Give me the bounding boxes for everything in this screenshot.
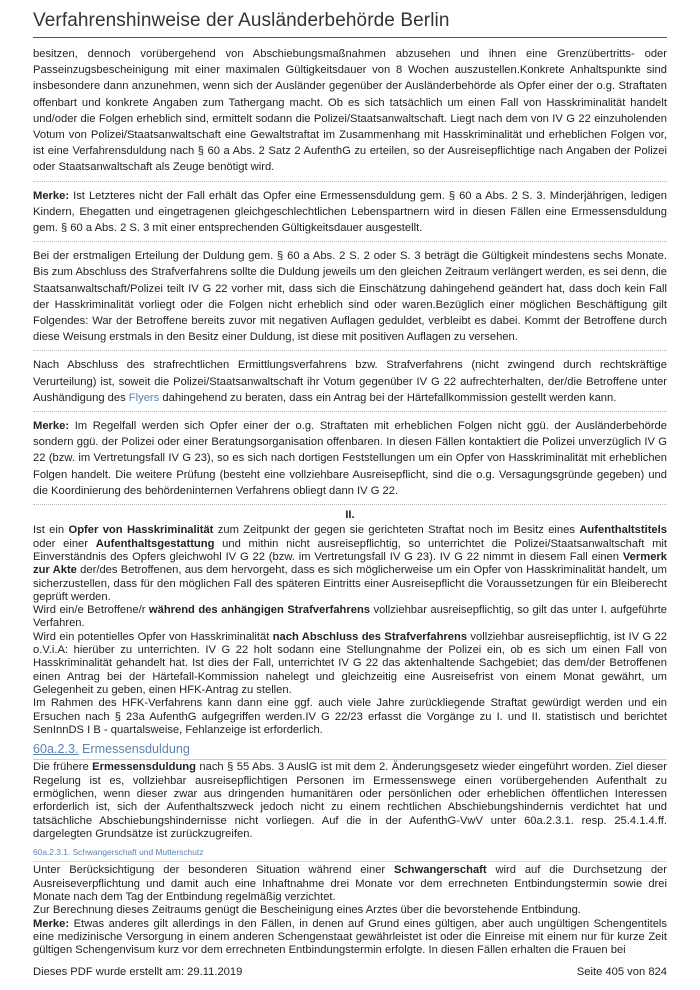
page-header: [33, 10, 667, 38]
paragraph-block: [33, 248, 667, 351]
paragraph-block: [33, 188, 667, 243]
paragraph: [33, 864, 667, 904]
paragraph: [33, 357, 667, 406]
bold-term: Ermessensduldung: [92, 761, 196, 774]
paragraph-text: Wird ein potentielles Opfer von Hasskriminalität: [33, 630, 273, 643]
page-title: Verfahrenshinweise der Ausländerbehörde Berlin: [33, 10, 450, 31]
paragraph-text: dahingehend zu beraten, dass ein Antrag bei der Härtefallkommission gestellt werden kann.: [159, 391, 617, 404]
paragraph-text: Etwas anderes gilt allerdings in den Fällen, in denen auf Grund eines gültigen, aber auch ungültigen Schengentitels eine medizinische Versorgung in einem anderen Schengenstaat gewährleistet ist oder die Einreise mit einem nur für kurze Zeit gültigen Schengenvisum kurz vor dem errechneten Entbindungstermin erfolgte. In diesen Fällen erhalten die Frauen bei: [33, 917, 667, 957]
heading-text: Ermessensduldung: [78, 742, 190, 757]
paragraph: Zur Berechnung dieses Zeitraums genügt die Bescheinigung eines Arztes über die bevorstehende Entbindung.: [33, 904, 581, 917]
paragraph: besitzen, dennoch vorübergehend von Abschiebungsmaßnahmen abzusehen und ihnen eine Grenzübertritts- oder Passeinzugsbescheinigung mit einer maximalen Gültigkeitsdauer von 8 Wochen auszustellen.Konkrete Anhaltspunkte sind insbesondere dann anzunehmen, wenn sich der Ausländer gegenüber der Ausländerbehörde als Opfer einer der o.g. Straftaten offenbart und konkrete Angaben zum Tathergang macht. Ob es sich tatsächlich um einen Fall von Hasskriminalität handelt und/oder die Folgen erheblich sind, ermittelt sodann die Polizei/Staatsanwaltschaft. Liegt nach dem von IV G 22 einzuholenden Votum von Polizei/Staatsanwaltschaft eine Gewaltstraftat im Zusammenhang mit Hasskriminalität und erheblichen Folgen vor, ist eine Verfahrensduldung nach § 60 a Abs. 2 Satz 2 AufenthG zu erteilen, so der Ausreisepflichtige nach Angaben der Polizei oder Staatsanwaltschaft als Zeuge benötigt wird.: [33, 48, 667, 174]
paragraph-text: vollziehbar ausreisepflichtig, so gilt das unter I. aufgeführte Verfahren.: [33, 604, 667, 630]
paragraph-text: Wird ein/e Betroffene/r: [33, 604, 149, 617]
header-divider: [33, 37, 667, 38]
paragraph-block: [33, 418, 667, 505]
bold-term: Schwangerschaft: [394, 864, 487, 877]
paragraph: [33, 761, 667, 841]
paragraph-text: und mithin nicht ausreisepflichtig, so unterrichtet die Polizei/Staatsanwaltschaft mit Einverständnis des Opfers gleichwohl IV G 22 (bzw. im Vertretungsfall IV G 23). IV G 22 nimmt in diesem Fall einen: [33, 537, 667, 563]
paragraph-block: [33, 357, 667, 412]
paragraph-text: Die frühere: [33, 761, 93, 774]
flyers-link[interactable]: Flyers: [128, 391, 160, 404]
paragraph-text: Nach Abschluss des strafrechtlichen Ermittlungsverfahrens bzw. Strafverfahrens (nicht zwingend durch rechtskräftige Verurteilung) ist, soweit die Polizei/Staatsanwaltschaft ihr Votum gegenüber IV G 22 aufrechterhalten, der/die Betroffene unter Aushändigung des: [33, 359, 667, 404]
merke-label: Merke:: [33, 189, 70, 202]
bold-term: nach Abschluss des Strafverfahrens: [272, 630, 468, 643]
paragraph: [33, 631, 667, 697]
paragraph: [33, 188, 667, 237]
paragraph-text: oder einer: [33, 537, 96, 550]
section-numeral: II.: [345, 509, 355, 522]
schwangerschaft-paragraphs: [33, 864, 667, 957]
paragraph: Im Rahmen des HFK-Verfahrens kann dann eine ggf. auch viele Jahre zurückliegende Straftat gewürdigt werden und ein Ersuchen nach § 23a AufenthG aufgegriffen werden.IV G 22/23 erfasst die Vorgänge zu I. und II. statistisch und berichtet SenInnDS I B - quartalsweise, Fehlanzeige ist erforderlich.: [33, 697, 667, 736]
document-body: [33, 46, 667, 957]
bold-term: Aufenthaltstitels: [579, 524, 667, 537]
paragraph-text: vollziehbar ausreisepflichtig, ist IV G 22 o.V.i.A: hierüber zu unterrichten. IV G 22 holt sodann eine Stellungnahme der Polizei ein, ob es sich um einen Fall von Hasskriminalität gehandelt hat. Ist dies der Fall, unterrichtet IV G 22 das aktenhaltende Sachgebiet; das dem/der Betroffenen einen Antrag bei der Härtefall-Kommission nahelegt und gleichzeitig eine Ausreisefrist von einem Monat gewährt, um Gelegenheit zu geben, einen HFK-Antrag zu stellen.: [33, 630, 667, 696]
ermessen-paragraph: [33, 761, 667, 841]
paragraph-text: nach § 55 Abs. 3 AuslG ist mit dem 2. Änderungsgesetz wieder eingeführt worden. Ziel dieser Regelung ist es, vollziehbar ausreisepflichtigen Personen im Ermessenswege einen vorübergehenden Aufenthalt zu ermöglichen, wenn dieser zwar aus dringenden humanitären oder persönlichen oder erheblichen öffentlichen Interessen erforderlich ist, sich der Aufenthaltszweck jedoch nicht zu einem rechtlichen Abschiebungshindernis verdichtet hat und tatsächliche Abschiebungshindernisse nicht vorliegen. Auf die in der AufenthG-VwV unter 60a.2.3.1. resp. 25.4.1.4.ff. dargelegten Grundsätze ist zurückzugreifen.: [33, 761, 668, 840]
paragraph: Bei der erstmaligen Erteilung der Duldung gem. § 60 a Abs. 2 S. 2 oder S. 3 beträgt die Gültigkeit mindestens sechs Monate. Bis zum Abschluss des Strafverfahrens sollte die Duldung jeweils um den gleichen Zeitraum verlängert werden, es sei denn, die Staatsanwaltschaft/Polizei teilt IV G 22 vorher mit, dass sich die Einschätzung dahingehend geändert hat, dass doch kein Fall der Hasskriminalität vorliegt oder die Folgen nicht erheblich sind oder waren.Bezüglich einer möglichen Beschäftigung gilt Folgendes: War der Betroffene bereits zuvor mit negativen Auflagen geduldet, verbleibt es dabei. Kommt der Betroffene durch diese Weisung erstmals in den Besitz einer Duldung, ist diese mit positiven Auflagen zu versehen.: [33, 250, 667, 344]
paragraph: [33, 524, 667, 604]
paragraph-text: wird auf die Durchsetzung der Ausreiseverpflichtung und damit auch eine Inhaftnahme drei Monate vor dem errechneten Entbindungstermin sowie drei Monate nach dem Tag der Entbindung regelmäßig verzichtet.: [33, 864, 668, 903]
merke-label: Merke:: [33, 917, 70, 930]
paragraph: [33, 918, 667, 958]
paragraph: [33, 418, 667, 499]
page-footer: [33, 966, 667, 978]
paragraph: [33, 604, 667, 631]
paragraph-text: Unter Berücksichtigung der besonderen Situation während einer: [33, 864, 394, 877]
created-date: Dieses PDF wurde erstellt am: 29.11.2019: [33, 966, 243, 978]
heading-number: 60a.2.3.: [33, 742, 79, 757]
merke-label: Merke:: [33, 420, 70, 433]
paragraph-text: Ist Letzteres nicht der Fall erhält das Opfer eine Ermessensduldung gem. § 60 a Abs. 2 S. 3. Minderjährigen, ledigen Kindern, Ehegatten und eingetragenen gleichgeschlechtlichen Lebenspartnern wird in diesen Fällen eine Ermessensduldung gem. § 60 a Abs. 2 S. 3 mit einer entsprechenden Gültigkeitsdauer ausgestellt.: [33, 189, 667, 235]
subsection-heading-schwangerschaft[interactable]: 60a.2.3.1. Schwangerschaft und Mutterschutz: [33, 844, 667, 862]
bold-term: Aufenthaltsgestattung: [95, 537, 215, 550]
paragraph-text: der/des Betroffenen, aus dem hervorgeht, dass es sich möglicherweise um ein Opfer von Hasskriminalität handelt, um sicherzustellen, dass für den möglichen Fall des späteren Eintritts einer Ausreisepflicht die Voraussetzungen für ein Bleiberecht geprüft werden.: [33, 564, 667, 603]
paragraph-text: Im Regelfall werden sich Opfer einer der o.g. Straftaten mit erheblichen Folgen nicht ggü. der Ausländerbehörde sondern ggü. der Polizei oder einer Beratungsorganisation offenbaren. In diesen Fällen kontaktiert die Polizei unverzüglich IV G 22 (bzw. im Vertretungsfall IV G 23), so es sich nach dortigen Feststellungen um ein Opfer von Hasskriminalität mit erheblichen Folgen handelt. Die weitere Prüfung (besteht eine vollziehbare Ausreisepflicht, sind die o.g. Versagungsgründe gegeben) und die Koordinierung des behördeninternen Verfahrens obliegt dann IV G 22.: [33, 420, 667, 497]
section-two: [33, 509, 667, 737]
section-heading-ermessensduldung[interactable]: [33, 741, 667, 760]
paragraph-block: [33, 46, 667, 182]
page-number: Seite 405 von 824: [576, 966, 667, 978]
bold-term: Vermerk zur Akte: [33, 550, 667, 577]
bold-term: während des anhängigen Strafverfahrens: [148, 604, 371, 617]
bold-term: Opfer von Hasskriminalität: [68, 524, 214, 537]
paragraph-text: Ist ein: [33, 524, 69, 537]
paragraph-text: zum Zeitpunkt der gegen sie gerichteten Straftat noch im Besitz eines: [213, 524, 580, 537]
